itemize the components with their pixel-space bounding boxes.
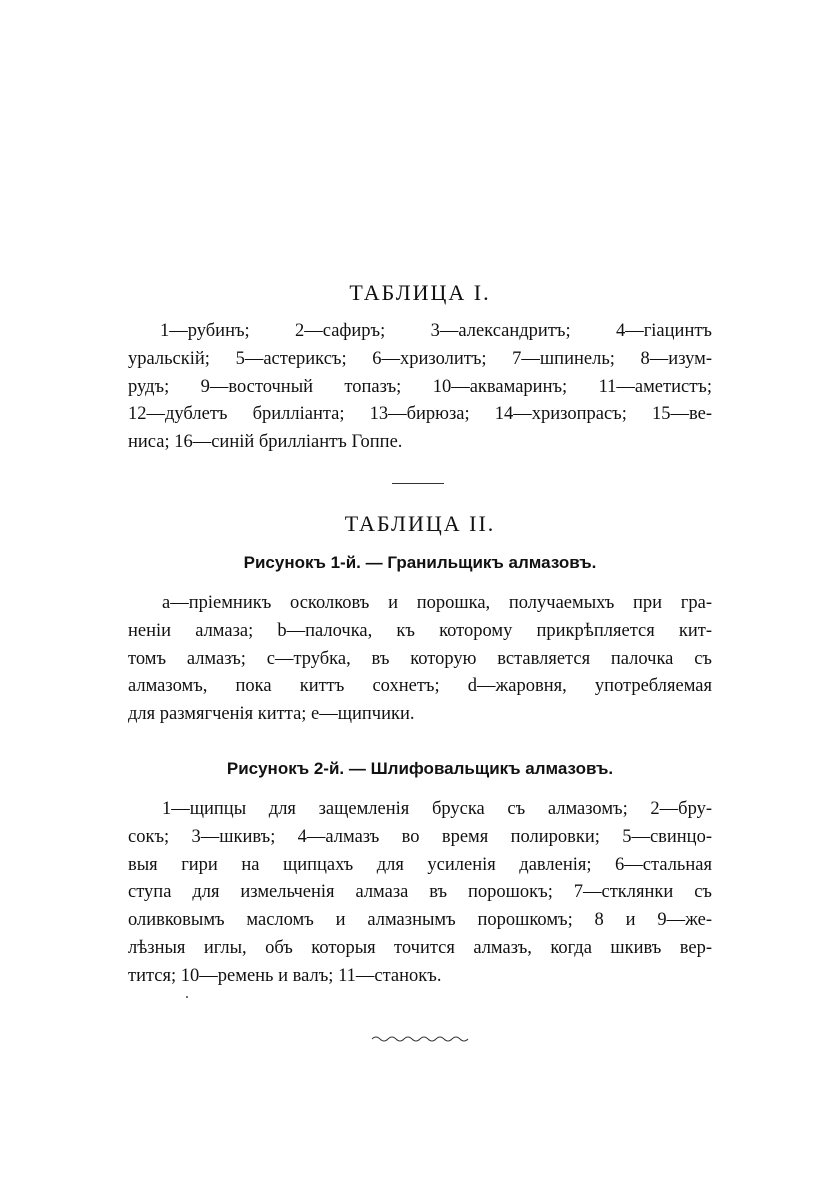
legend-line: ниса; 16—синій брилліантъ Гоппе.	[128, 432, 403, 453]
table-2-heading: ТАБЛИЦА II.	[344, 511, 496, 536]
legend-line: томъ алмазъ; c—трубка, въ которую вставляется палочка съ	[128, 648, 712, 669]
legend-line: 12—дублетъ брилліанта; 13—бирюза; 14—хризопрасъ; 15—ве-	[128, 404, 712, 425]
legend-line: ступа для измельченія алмаза въ порошокъ; 7—стклянки съ	[128, 882, 712, 903]
legend-line: лѣзныя иглы, объ которыя точится алмазъ, когда шкивъ вер-	[128, 937, 712, 958]
legend-line: 1—рубинъ; 2—сафиръ; 3—александритъ; 4—гіацинтъ	[160, 321, 712, 341]
legend-line: уральскій; 5—астериксъ; 6—хризолитъ; 7—шпинель; 8—изум-	[128, 348, 712, 369]
figure-2-legend	[128, 796, 712, 991]
figure-1-legend	[128, 590, 712, 729]
legend-line: оливковымъ масломъ и алмазнымъ порошкомъ; 8 и 9—же-	[128, 910, 712, 931]
legend-line: рудъ; 9—восточный топазъ; 10—аквамаринъ; 11—аметистъ;	[128, 376, 712, 397]
print-speck	[186, 996, 188, 998]
figure-1-caption: Рисунокъ 1-й. — Гранильщикъ алмазовъ.	[243, 553, 597, 572]
legend-line: тится; 10—ремень и валъ; 11—станокъ.	[128, 965, 442, 986]
legend-line: a—пріемникъ осколковъ и порошка, получаемыхъ при гра-	[162, 593, 712, 613]
end-ornament	[370, 1033, 470, 1043]
table-1-heading: ТАБЛИЦА I.	[349, 280, 491, 305]
legend-line: 1—щипцы для защемленія бруска съ алмазомъ; 2—бру-	[162, 799, 712, 819]
figure-2-caption: Рисунокъ 2-й. — Шлифовальщикъ алмазовъ.	[226, 759, 614, 778]
section-divider	[392, 483, 444, 484]
legend-line: сокъ; 3—шкивъ; 4—алмазъ во время полировки; 5—свинцо-	[128, 826, 712, 847]
table-1-legend	[128, 318, 712, 457]
legend-line: выя гири на щипцахъ для усиленія давленія; 6—стальная	[128, 854, 712, 875]
legend-line: для размягченія китта; e—щипчики.	[128, 704, 415, 725]
legend-line: алмазомъ, пока киттъ сохнетъ; d—жаровня, употребляемая	[128, 676, 712, 697]
legend-line: неніи алмаза; b—палочка, къ которому прикрѣпляется кит-	[128, 620, 712, 641]
